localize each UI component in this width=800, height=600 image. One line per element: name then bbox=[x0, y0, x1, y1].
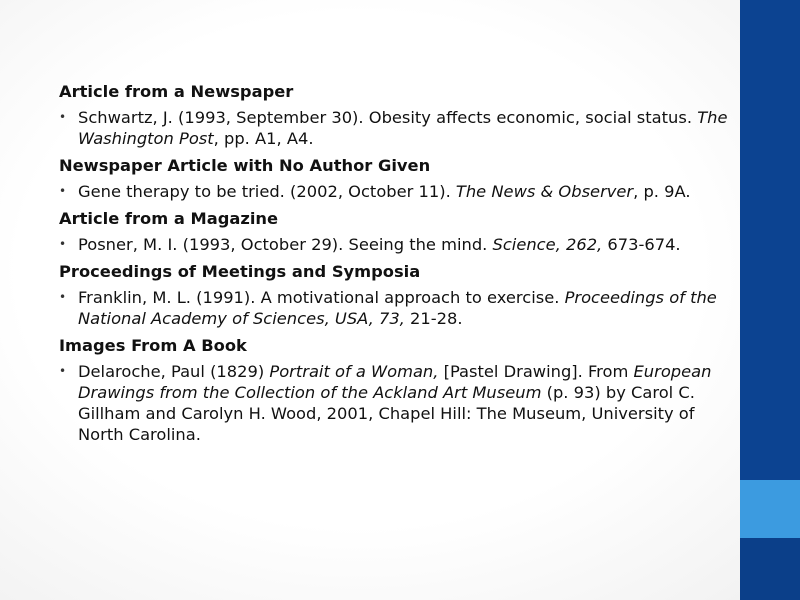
section-newspaper-article bbox=[59, 81, 735, 149]
section-images-from-book bbox=[59, 335, 735, 445]
citation-entry bbox=[59, 287, 735, 329]
citation-text: Delaroche, Paul (1829) bbox=[78, 362, 270, 381]
section-heading: Article from a Newspaper bbox=[59, 82, 294, 101]
citation-text: Posner, M. I. (1993, October 29). Seeing the mind. bbox=[78, 235, 493, 254]
bullet-icon: • bbox=[59, 184, 67, 198]
sidebar-accent-dark-block bbox=[740, 538, 800, 600]
citation-italic-text: Proceedings of the National Academy of Sciences, USA, 73, bbox=[78, 288, 717, 328]
bullet-icon: • bbox=[59, 364, 67, 378]
decorative-sidebar bbox=[740, 0, 800, 600]
citation-list bbox=[59, 81, 735, 451]
citation-italic-text: The Washington Post bbox=[78, 108, 728, 148]
citation-text: 21-28. bbox=[404, 309, 463, 328]
citation-italic-text: Portrait of a Woman, bbox=[269, 362, 439, 381]
citation-entry bbox=[59, 181, 735, 202]
sidebar-accent-light-block bbox=[740, 480, 800, 538]
citation-text: , pp. A1, A4. bbox=[213, 129, 314, 148]
section-proceedings bbox=[59, 261, 735, 329]
section-heading: Newspaper Article with No Author Given bbox=[59, 156, 431, 175]
citation-italic-text: Science, 262, bbox=[492, 235, 603, 254]
citation-text: Gene therapy to be tried. (2002, October 11). bbox=[78, 182, 456, 201]
section-heading: Proceedings of Meetings and Symposia bbox=[59, 262, 421, 281]
bullet-icon: • bbox=[59, 237, 67, 251]
section-heading: Images From A Book bbox=[59, 336, 247, 355]
citation-italic-text: The News & Observer bbox=[455, 182, 634, 201]
citation-text: (p. 93) by Carol C. Gillham and Carolyn H. Wood, 2001, Chapel Hill: The Museum, University of North Carolina. bbox=[78, 383, 695, 444]
citation-text: 673-674. bbox=[602, 235, 681, 254]
citation-italic-text: European Drawings from the Collection of the Ackland Art Museum bbox=[78, 362, 712, 402]
citation-entry bbox=[59, 234, 735, 255]
citation-entry bbox=[59, 107, 735, 149]
section-heading: Article from a Magazine bbox=[59, 209, 279, 228]
citation-text: [Pastel Drawing]. From bbox=[438, 362, 634, 381]
bullet-icon: • bbox=[59, 110, 67, 124]
citation-entry bbox=[59, 361, 735, 445]
citation-text: Schwartz, J. (1993, September 30). Obesity affects economic, social status. bbox=[78, 108, 698, 127]
citation-text: , p. 9A. bbox=[633, 182, 691, 201]
bullet-icon: • bbox=[59, 290, 67, 304]
section-newspaper-no-author bbox=[59, 155, 735, 202]
citation-text: Franklin, M. L. (1991). A motivational approach to exercise. bbox=[78, 288, 565, 307]
section-magazine-article bbox=[59, 208, 735, 255]
